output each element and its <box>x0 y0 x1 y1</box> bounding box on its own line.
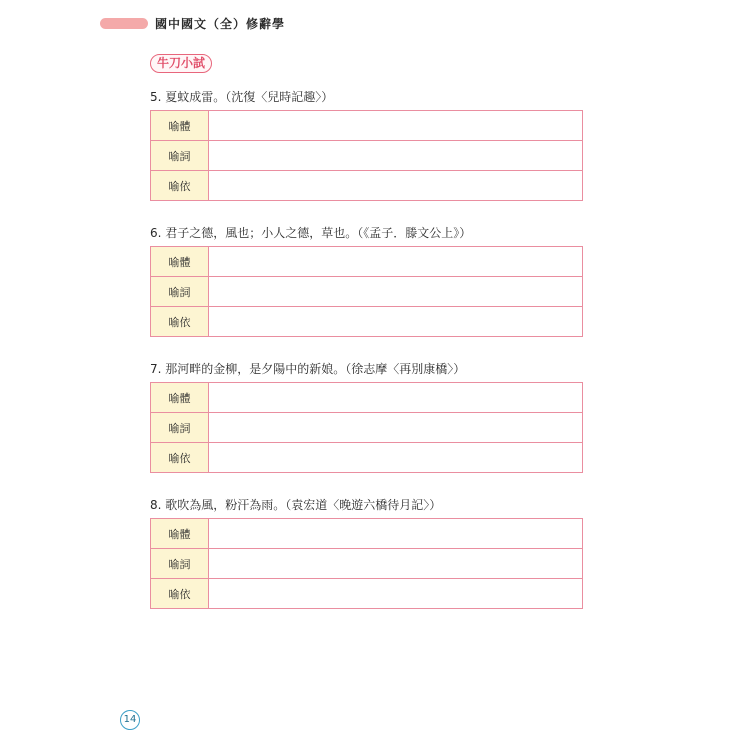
question-8: 8. 歌吹為風，粉汗為雨。（袁宏道〈晚遊六橋待月記〉） <box>150 498 442 512</box>
row-label-vehicle: 喻依 <box>151 307 209 337</box>
answer-cell[interactable] <box>209 141 583 171</box>
header-decor-bar <box>100 18 148 29</box>
row-label-vehicle: 喻依 <box>151 579 209 609</box>
row-label-marker: 喻詞 <box>151 277 209 307</box>
answer-cell[interactable] <box>209 413 583 443</box>
row-label-vehicle: 喻依 <box>151 171 209 201</box>
table-row <box>151 519 583 549</box>
row-label-tenor: 喻體 <box>151 111 209 141</box>
row-label-tenor: 喻體 <box>151 519 209 549</box>
table-row <box>151 383 583 413</box>
table-row <box>151 413 583 443</box>
answer-cell[interactable] <box>209 579 583 609</box>
table-row <box>151 277 583 307</box>
answer-cell[interactable] <box>209 383 583 413</box>
answer-cell[interactable] <box>209 171 583 201</box>
table-row <box>151 549 583 579</box>
running-header-title: 國中國文（全）修辭學 <box>155 17 286 31</box>
answer-cell[interactable] <box>209 443 583 473</box>
table-row <box>151 443 583 473</box>
answer-cell[interactable] <box>209 307 583 337</box>
answer-table-7 <box>150 382 583 473</box>
table-row <box>151 579 583 609</box>
table-row <box>151 171 583 201</box>
answer-cell[interactable] <box>209 247 583 277</box>
answer-cell[interactable] <box>209 111 583 141</box>
table-row <box>151 111 583 141</box>
row-label-tenor: 喻體 <box>151 383 209 413</box>
table-row <box>151 307 583 337</box>
section-badge: 牛刀小試 <box>150 54 212 73</box>
table-row <box>151 247 583 277</box>
answer-table-6 <box>150 246 583 337</box>
table-row <box>151 141 583 171</box>
row-label-tenor: 喻體 <box>151 247 209 277</box>
question-5: 5. 夏蚊成雷。（沈復〈兒時記趣〉） <box>150 90 334 104</box>
answer-cell[interactable] <box>209 519 583 549</box>
row-label-marker: 喻詞 <box>151 413 209 443</box>
question-7: 7. 那河畔的金柳，是夕陽中的新娘。（徐志摩〈再別康橋〉） <box>150 362 466 376</box>
question-6: 6. 君子之德，風也；小人之德，草也。（《孟子．滕文公上》） <box>150 226 472 240</box>
page-number: 14 <box>120 710 140 730</box>
row-label-marker: 喻詞 <box>151 549 209 579</box>
answer-table-5 <box>150 110 583 201</box>
answer-cell[interactable] <box>209 277 583 307</box>
answer-table-8 <box>150 518 583 609</box>
row-label-marker: 喻詞 <box>151 141 209 171</box>
answer-cell[interactable] <box>209 549 583 579</box>
row-label-vehicle: 喻依 <box>151 443 209 473</box>
